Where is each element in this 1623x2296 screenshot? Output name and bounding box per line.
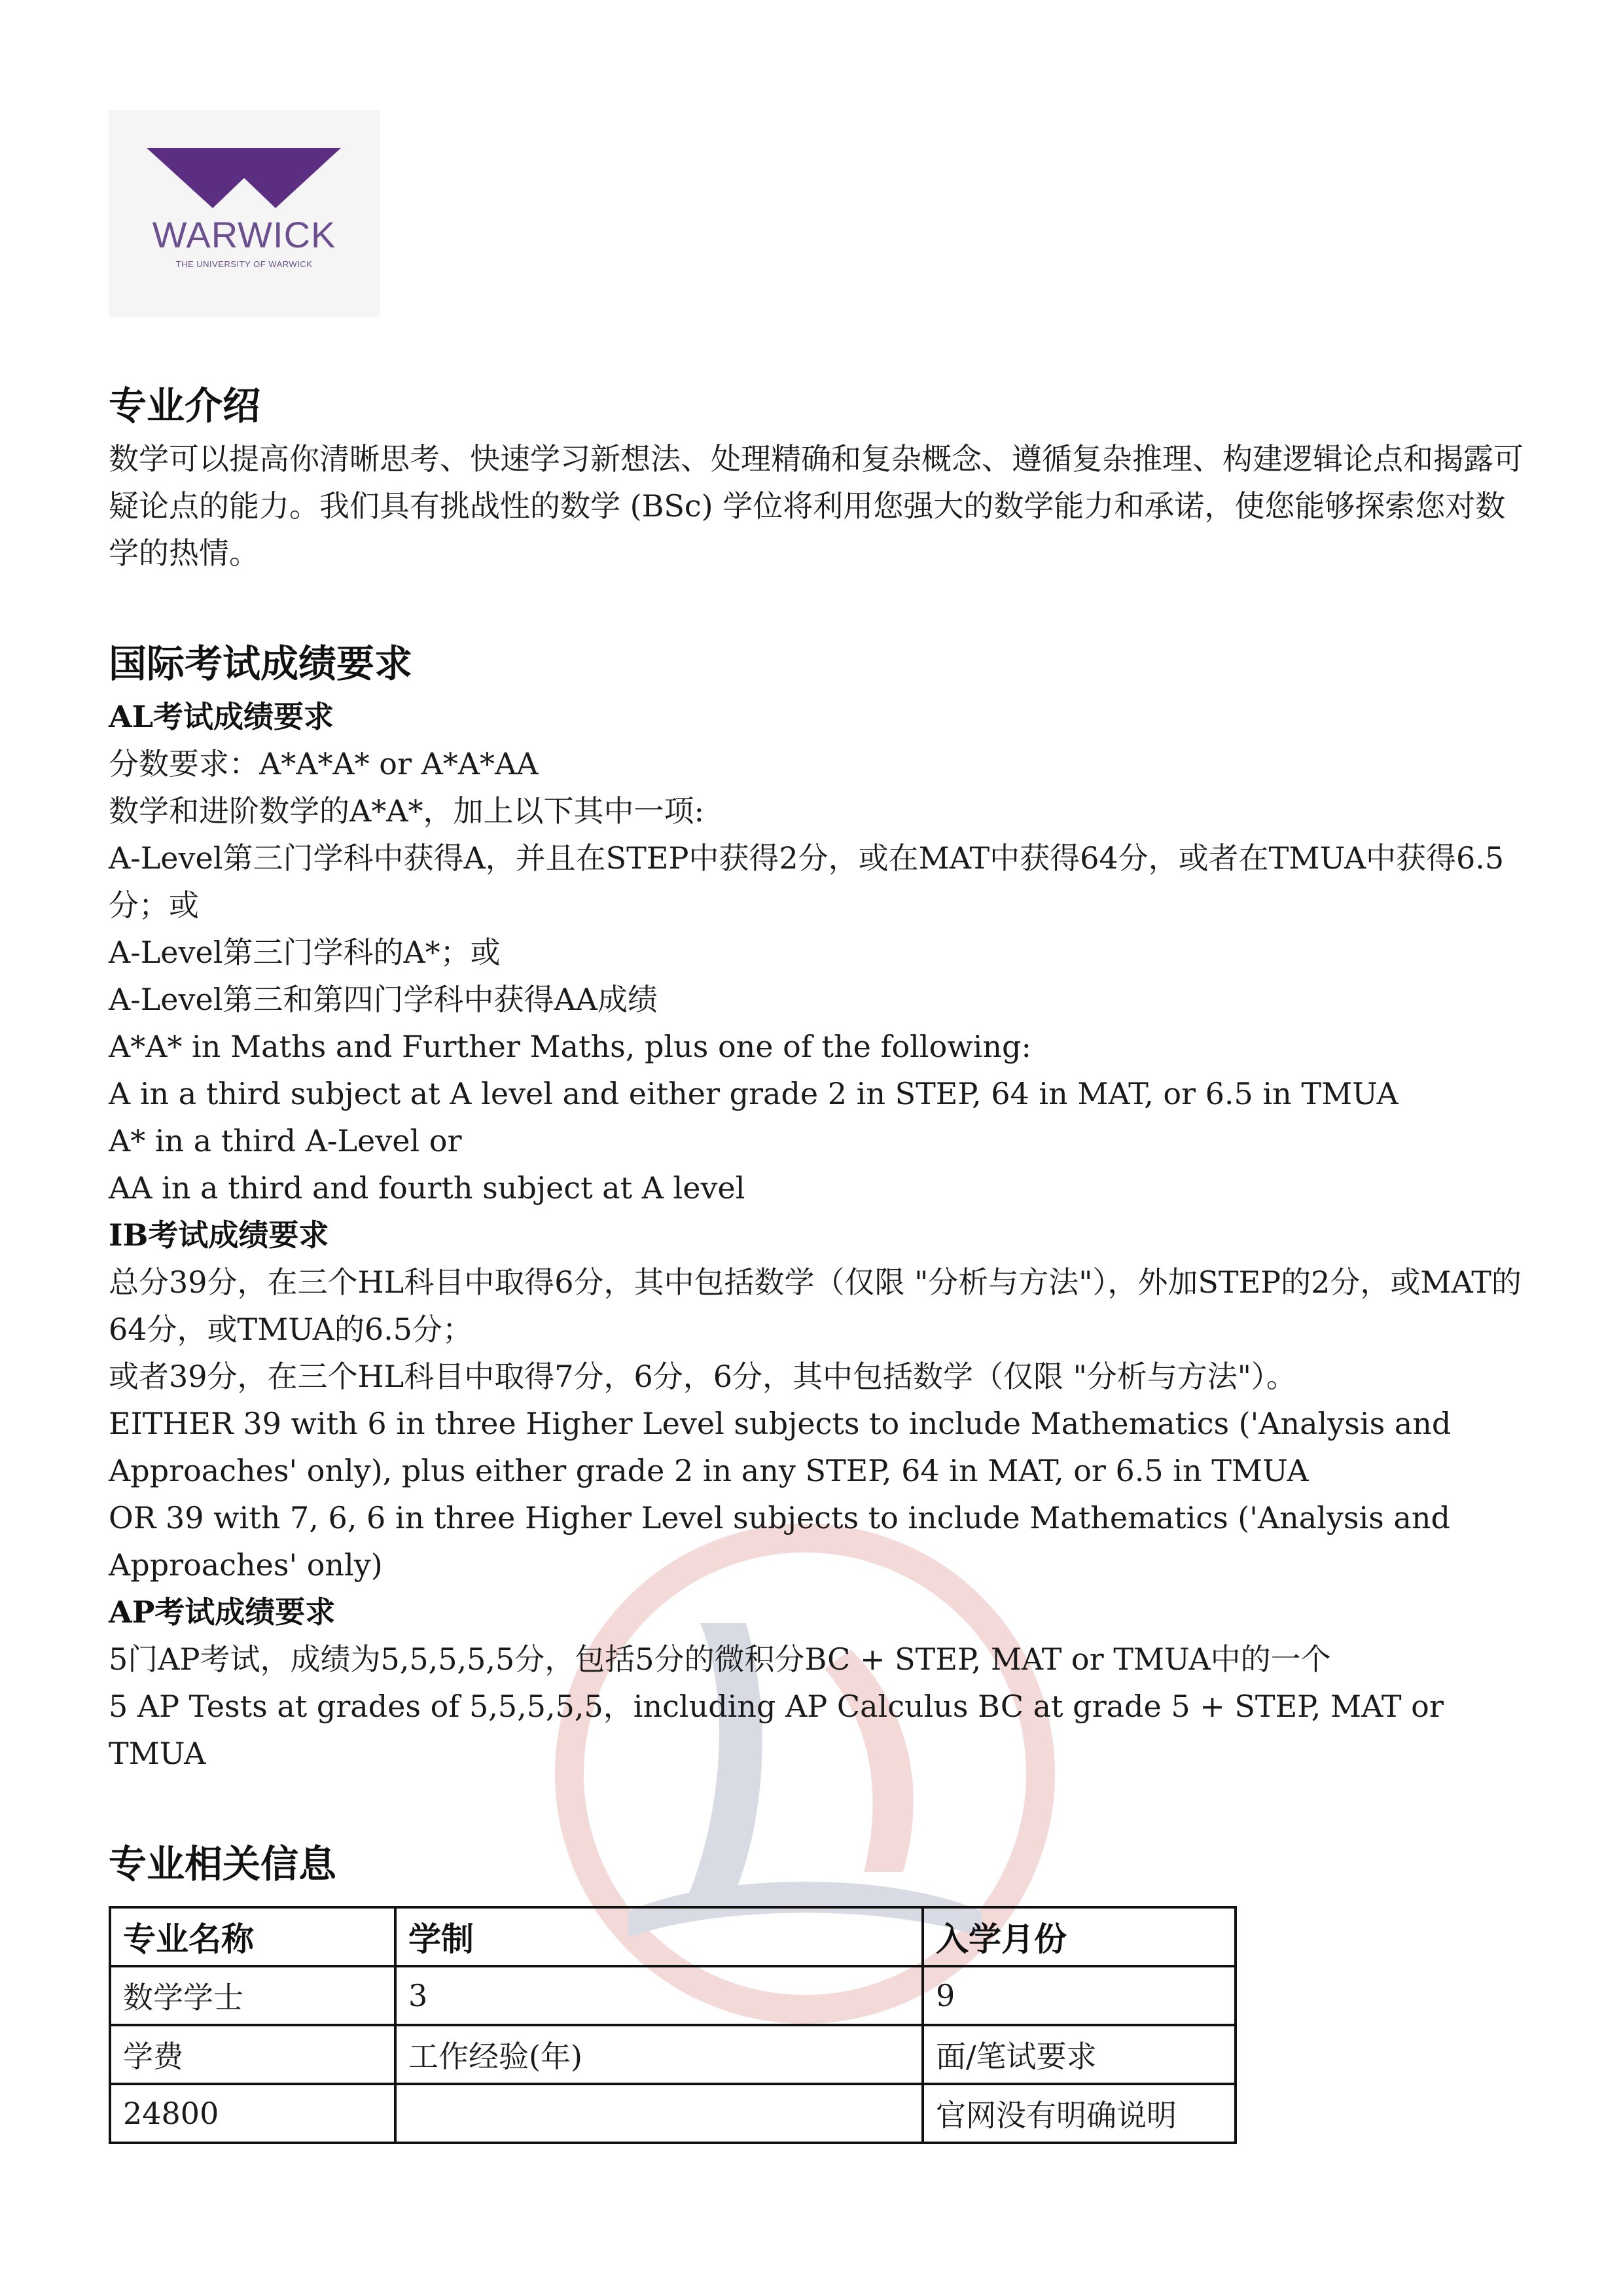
ap-line: 5门AP考试，成绩为5,5,5,5,5分，包括5分的微积分BC + STEP, MAT or TMUA中的一个 (109, 1641, 1331, 1677)
table-cell: 工作经验(年) (395, 2025, 923, 2084)
al-line: A* in a third A-Level or (109, 1123, 462, 1158)
ib-line: 总分39分，在三个HL科目中取得6分，其中包括数学（仅限 "分析与方法"），外加STEP的2分，或MAT的64分，或TMUA的6.5分； (109, 1265, 1522, 1347)
document-body (109, 376, 1535, 1893)
table-cell: 面/笔试要求 (923, 2025, 1236, 2084)
al-line: 分数要求：A*A*A* or A*A*AA (109, 746, 539, 781)
table-cell (395, 2084, 923, 2143)
ib-line: EITHER 39 with 6 in three Higher Level subjects to include Mathematics ('Analysis and Approaches' only), plus either grade 2 in any STEP, 64 in MAT, or 6.5 in TMUA (109, 1406, 1452, 1488)
table-row (110, 1966, 1236, 2025)
table-cell: 3 (395, 1966, 923, 2025)
table-header-row (110, 1907, 1236, 1966)
program-info-table (109, 1906, 1237, 2144)
intro-heading: 专业介绍 (109, 384, 261, 428)
al-line: A-Level第三门学科中获得A，并且在STEP中获得2分，或在MAT中获得64分，或者在TMUA中获得6.5分；或 (109, 840, 1505, 923)
al-line: 数学和进阶数学的A*A*，加上以下其中一项: (109, 793, 704, 829)
table-cell: 官网没有明确说明 (923, 2084, 1236, 2143)
ap-heading: AP考试成绩要求 (109, 1594, 336, 1630)
ib-line: OR 39 with 7, 6, 6 in three Higher Level subjects to include Mathematics ('Analysis and Approaches' only) (109, 1500, 1450, 1583)
ib-line: 或者39分，在三个HL科目中取得7分，6分，6分，其中包括数学（仅限 "分析与方法"）。 (109, 1359, 1296, 1394)
table-cell: 数学学士 (110, 1966, 395, 2025)
table-cell: 24800 (110, 2084, 395, 2143)
table-cell: 学费 (110, 2025, 395, 2084)
exam-heading: 国际考试成绩要求 (109, 641, 413, 686)
al-heading: AL考试成绩要求 (109, 699, 334, 734)
table-header-cell: 专业名称 (110, 1907, 395, 1966)
al-line: A-Level第三门学科的A*；或 (109, 935, 501, 970)
logo-wordmark: WARWICK (152, 214, 336, 255)
intro-paragraph: 数学可以提高你清晰思考、快速学习新想法、处理精确和复杂概念、遵循复杂推理、构建逻辑论点和揭露可疑论点的能力。我们具有挑战性的数学 (BSc) 学位将利用您强大的数学能力和承诺，使您能够探索您对数学的热情。 (109, 441, 1524, 571)
al-line: A in a third subject at A level and either grade 2 in STEP, 64 in MAT, or 6.5 in TMUA (109, 1076, 1399, 1111)
ib-heading: IB考试成绩要求 (109, 1217, 329, 1253)
table-row (110, 2025, 1236, 2084)
al-line: AA in a third and fourth subject at A level (109, 1170, 745, 1206)
table-header-cell: 学制 (395, 1907, 923, 1966)
ap-line: 5 AP Tests at grades of 5,5,5,5,5，including AP Calculus BC at grade 5 + STEP, MAT or TMUA (109, 1689, 1444, 1771)
university-logo (109, 110, 380, 317)
logo-tagline: THE UNIVERSITY OF WARWICK (175, 259, 313, 269)
table-row (110, 2084, 1236, 2143)
related-heading: 专业相关信息 (109, 1842, 337, 1886)
al-line: A-Level第三和第四门学科中获得AA成绩 (109, 982, 658, 1017)
table-cell: 9 (923, 1966, 1236, 2025)
al-line: A*A* in Maths and Further Maths, plus one of the following: (109, 1029, 1031, 1064)
table-header-cell: 入学月份 (923, 1907, 1236, 1966)
